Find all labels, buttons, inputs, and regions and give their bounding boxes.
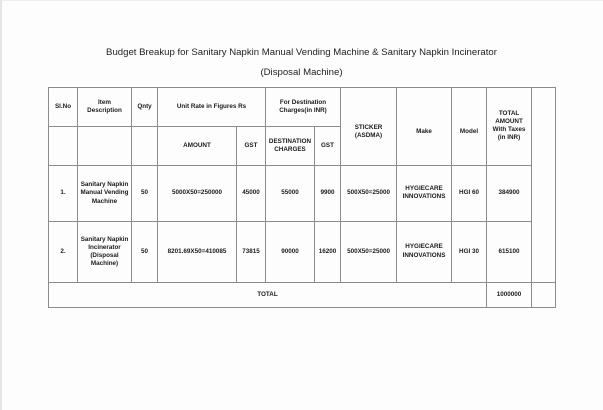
row-sticker: 500X50=25000 (341, 222, 397, 283)
blank-right-column (532, 88, 556, 283)
row-sticker: 500X50=25000 (341, 166, 397, 222)
row-qnty: 50 (132, 166, 158, 222)
header-model: Model (452, 88, 487, 166)
subheader-gst: GST (237, 127, 266, 166)
row-model: HGI 30 (452, 222, 487, 283)
row-gst: 45000 (237, 166, 266, 222)
header-row (49, 88, 556, 127)
row-amount: 5000X50=250000 (158, 166, 237, 222)
header-destination-charges: For Destination Charges(in INR) (266, 88, 341, 127)
header-unit-rate: Unit Rate in Figures Rs (158, 88, 266, 127)
table-row (49, 166, 556, 222)
subheader-gst-destination: GST (315, 127, 341, 166)
header-qnty: Qnty (132, 88, 158, 127)
row-make: HYGIECARE INNOVATIONS (397, 222, 452, 283)
row-sl-no: 2. (49, 222, 78, 283)
row-destination-gst: 9900 (315, 166, 341, 222)
row-make: HYGIECARE INNOVATIONS (397, 166, 452, 222)
row-total: 384900 (487, 166, 532, 222)
header-sl-no: Sl.No (49, 88, 78, 127)
table-row (49, 222, 556, 283)
row-total: 615100 (487, 222, 532, 283)
row-qnty: 50 (132, 222, 158, 283)
document-subtitle: (Disposal Machine) (260, 67, 343, 78)
subheader-amount: AMOUNT (158, 127, 237, 166)
header-item-description: Item Description (78, 88, 132, 127)
row-destination-gst: 16200 (315, 222, 341, 283)
subheader-blank-sl (49, 127, 78, 166)
row-amount: 8201.69X50=410085 (158, 222, 237, 283)
total-label: TOTAL (49, 283, 487, 308)
total-row (49, 283, 556, 308)
header-sticker: STICKER (ASDMA) (341, 88, 397, 166)
row-destination-charges: 90000 (266, 222, 315, 283)
row-model: HGI 60 (452, 166, 487, 222)
total-value: 1000000 (487, 283, 532, 308)
document-title: Budget Breakup for Sanitary Napkin Manual Vending Machine & Sanitary Napkin Incinerator (106, 47, 497, 58)
row-item: Sanitary Napkin Manual Vending Machine (78, 166, 132, 222)
header-total: TOTAL AMOUNT With Taxes (in INR) (487, 88, 532, 166)
subheader-blank-qnty (132, 127, 158, 166)
row-gst: 73815 (237, 222, 266, 283)
total-blank-cell (532, 283, 556, 308)
row-sl-no: 1. (49, 166, 78, 222)
budget-table (48, 87, 556, 308)
subheader-destination-charges: DESTINATION CHARGES (266, 127, 315, 166)
subheader-blank-item (78, 127, 132, 166)
row-item: Sanitary Napkin Incinerator (Disposal Machine) (78, 222, 132, 283)
header-make: Make (397, 88, 452, 166)
row-destination-charges: 55000 (266, 166, 315, 222)
